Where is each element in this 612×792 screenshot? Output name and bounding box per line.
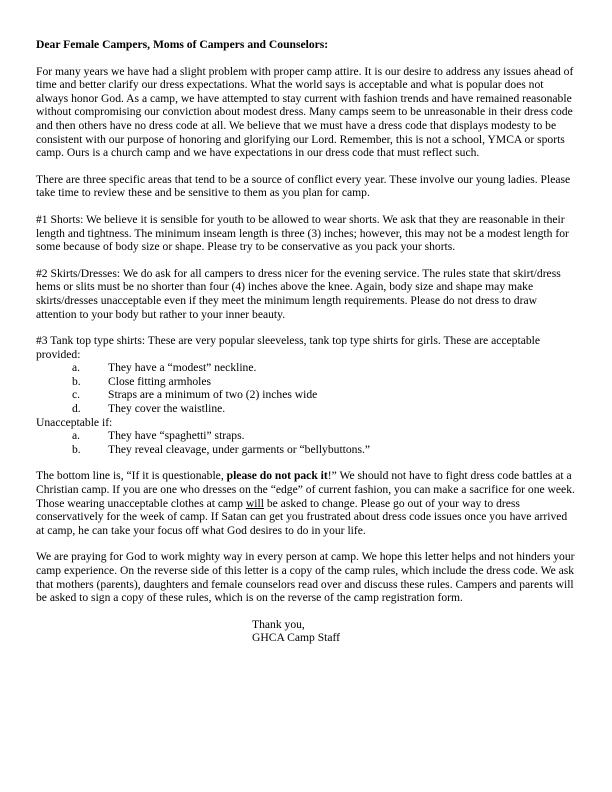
bottom-line-emphasis: please do not pack it <box>226 469 328 483</box>
bottom-line-underlined: will <box>245 496 264 510</box>
list-item-text: They cover the waistline. <box>108 402 226 416</box>
salutation: Dear Female Campers, Moms of Campers and Counselors: <box>36 38 329 51</box>
intro-paragraph: For many years we have had a slight problem with proper camp attire. It is our desire to address any issues ahead of time and better clarify our dress expectations. What the world says is acceptable and what is popular does not always honor God. As a camp, we have attempted to stay current with fashion trends and have remained reasonable without compromising our conviction about modest dress. Many camps seem to be unreasonable in their dress code and then others have no dress code at all. We believe that we must have a dress code that displays modesty to be consistent with our purpose of honoring and glorifying our Lord. Remember, this is not a school, YMCA or sports camp. Ours is a church camp and we have expectations in our dress code that must reflect such. <box>36 64 574 160</box>
list-marker: d. <box>72 402 81 416</box>
list-marker: a. <box>72 361 81 375</box>
bottom-line-text-2: !” We should not have to fight dress code battles at a Christian camp. If you are one who dresses on the “edge” of current fashion, you can make a sacrifice for one week. Those wearing unacceptable clothes at camp <box>36 469 575 510</box>
bottom-line-text-3: be asked to change. Please go out of your way to dress conservatively for the week of camp. If Satan can get you frustrated about dress code issues once you have arrived at camp, he can take your focus off what God desires to do in your life. <box>36 496 568 537</box>
bottom-line-paragraph <box>36 469 578 537</box>
list-item <box>36 402 578 416</box>
list-marker: a. <box>72 429 81 443</box>
list-marker: c. <box>72 388 81 402</box>
list-item <box>36 375 578 389</box>
list-item-text: They have “spaghetti” straps. <box>108 429 245 443</box>
tanktops-paragraph: #3 Tank top type shirts: These are very popular sleeveless, tank top type shirts for girls. These are acceptable provided: <box>36 334 541 361</box>
skirts-paragraph: #2 Skirts/Dresses: We do ask for all campers to dress nicer for the evening service. The rules state that skirt/dress hems or slits must be no shorter than four (4) inches above the knee. Again, body size and shape may make skirts/dresses unacceptable even if they meet the minimum length requirements. Please do not dress to draw attention to your body but rather to your inner beauty. <box>36 266 561 321</box>
closing-block <box>252 618 578 645</box>
tanktops-section <box>36 334 578 469</box>
list-item-text: Close fitting armholes <box>108 374 212 388</box>
unacceptable-list <box>36 429 578 456</box>
section-spacer <box>36 456 578 469</box>
list-item-text: They have a “modest” neckline. <box>108 361 257 375</box>
signature: GHCA Camp Staff <box>252 631 341 645</box>
list-item <box>36 388 578 402</box>
list-item <box>36 443 578 457</box>
unacceptable-label: Unacceptable if: <box>36 415 113 429</box>
list-marker: b. <box>72 374 81 388</box>
list-item-text: They reveal cleavage, under garments or “bellybuttons.” <box>108 442 371 456</box>
list-item <box>36 361 578 375</box>
praying-paragraph: We are praying for God to work mighty way in every person at camp. We hope this letter helps and not hinders your camp experience. On the reverse side of this letter is a copy of the camp rules, which include the dress code. We ask that mothers (parents), daughters and female counselors read over and discuss these rules. Campers and parents will be asked to sign a copy of these rules, which is on the reverse of the camp registration form. <box>36 550 575 605</box>
shorts-paragraph: #1 Shorts: We believe it is sensible for youth to be allowed to wear shorts. We ask that they are reasonable in their length and tightness. The minimum inseam length is three (3) inches; however, this may not be a modest length for some because of body size or shape. Please try to be conservative as you pack your shorts. <box>36 212 569 254</box>
list-marker: b. <box>72 442 81 456</box>
acceptable-list <box>36 361 578 415</box>
list-item <box>36 429 578 443</box>
areas-paragraph: There are three specific areas that tend to be a source of conflict every year. These involve our young ladies. Please take time to review these and be sensitive to them as you plan for camp. <box>36 172 571 200</box>
bottom-line-text-1: The bottom line is, “If it is questionable, <box>36 469 227 483</box>
closing-line: Thank you, <box>252 617 305 631</box>
list-item-text: Straps are a minimum of two (2) inches wide <box>108 388 318 402</box>
